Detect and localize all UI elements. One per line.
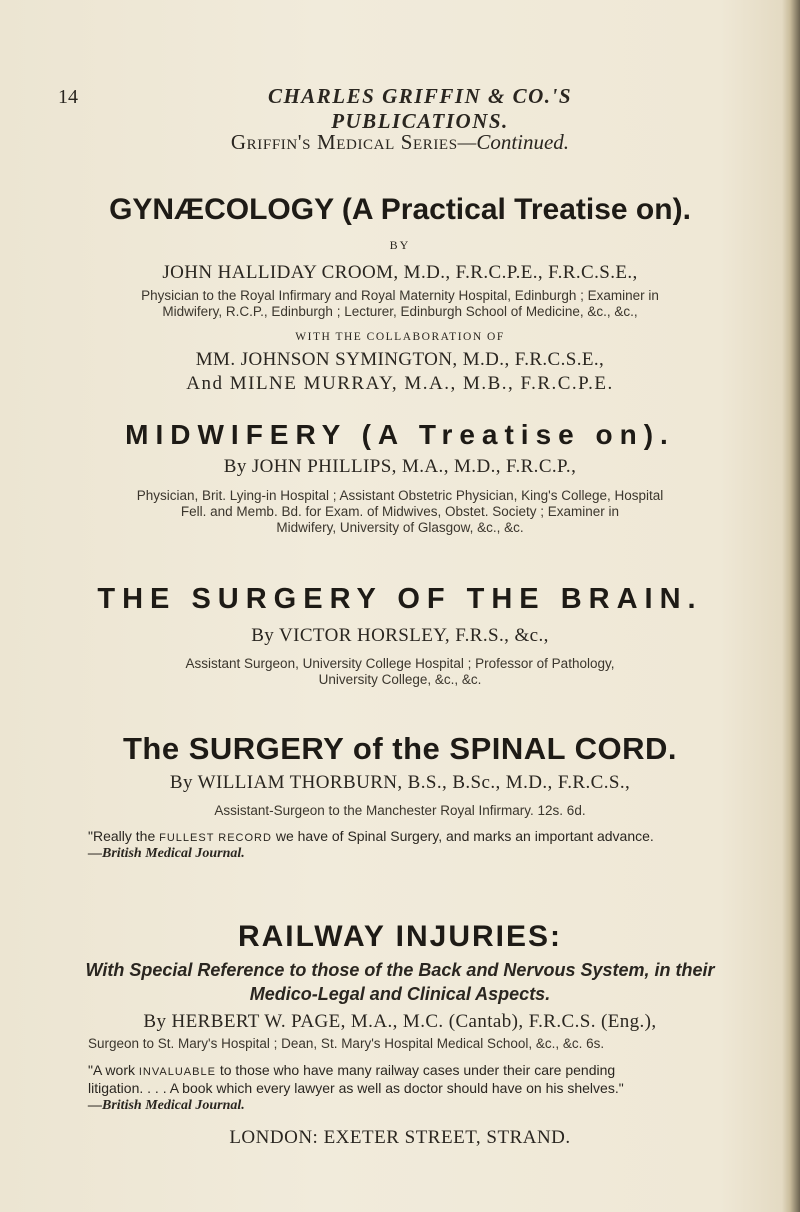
midwifery-desc-2: Fell. and Memb. Bd. for Exam. of Midwives, Obstet. Society ; Examiner in	[180, 504, 620, 519]
midwifery-title: MIDWIFERY (A Treatise on).	[125, 419, 675, 450]
spinal-quote-post: we have of Spinal Surgery, and marks an important advance.	[275, 828, 654, 844]
gynaecology-collab: WITH THE COLLABORATION OF	[295, 331, 505, 343]
gynaecology-coauthor-1: MM. JOHNSON SYMINGTON, M.D., F.R.C.S.E.,	[195, 349, 605, 370]
midwifery-author: By JOHN PHILLIPS, M.A., M.D., F.R.C.P.,	[223, 456, 577, 477]
gynaecology-by: BY	[389, 238, 411, 252]
spinal-quote	[88, 828, 748, 844]
railway-title: RAILWAY INJURIES:	[237, 920, 563, 953]
railway-author: By HERBERT W. PAGE, M.A., M.C. (Cantab), F.R.C.S. (Eng.),	[143, 1011, 657, 1032]
railway-subtitle-2: Medico-Legal and Clinical Aspects.	[249, 984, 551, 1004]
gynaecology-coauthor-2: And MILNE MURRAY, M.A., M.B., F.R.C.P.E.	[186, 373, 614, 394]
brain-desc-2: University College, &c., &c.	[318, 672, 482, 687]
spinal-quote-pre: "Really the	[88, 828, 156, 844]
railway-quote-source: —British Medical Journal.	[88, 1098, 245, 1113]
railway-subtitle-1: With Special Reference to those of the Back and Nervous System, in their	[85, 960, 715, 980]
spinal-author: By WILLIAM THORBURN, B.S., B.Sc., M.D., F.R.C.S.,	[169, 772, 631, 793]
gynaecology-desc-2: Midwifery, R.C.P., Edinburgh ; Lecturer, Edinburgh School of Medicine, &c., &c.,	[162, 304, 638, 319]
brain-title: THE SURGERY OF THE BRAIN.	[97, 583, 703, 615]
publisher-footer: LONDON: EXETER STREET, STRAND.	[229, 1127, 571, 1148]
brain-author: By VICTOR HORSLEY, F.R.S., &c.,	[251, 625, 549, 646]
running-title: CHARLES GRIFFIN & CO.'S PUBLICATIONS.	[267, 84, 573, 133]
page-header	[0, 82, 800, 133]
spinal-title: The SURGERY of the SPINAL CORD.	[122, 731, 678, 766]
railway-quote-2: litigation. . . . A book which every lawyer as well as doctor should have on his shelves."	[88, 1080, 624, 1096]
series-heading	[60, 130, 740, 155]
series-title: Griffin's Medical Series	[230, 130, 458, 154]
spinal-quote-emphasis: FULLEST RECORD	[159, 832, 272, 844]
gynaecology-title: GYNÆCOLOGY (A Practical Treatise on).	[109, 193, 691, 226]
page-number: 14	[58, 86, 78, 108]
midwifery-desc-1: Physician, Brit. Lying-in Hospital ; Assistant Obstetric Physician, King's College, Hospital	[136, 488, 664, 503]
gynaecology-desc-1: Physician to the Royal Infirmary and Royal Maternity Hospital, Edinburgh ; Examiner in	[141, 288, 659, 303]
railway-quote-emphasis: INVALUABLE	[138, 1066, 216, 1078]
midwifery-desc-3: Midwifery, University of Glasgow, &c., &c.	[276, 520, 524, 535]
page-edge-shadow	[782, 0, 800, 1212]
spinal-desc-1: Assistant-Surgeon to the Manchester Royal Infirmary. 12s. 6d.	[214, 803, 586, 818]
spinal-quote-source: —British Medical Journal.	[88, 846, 245, 861]
railway-desc-1: Surgeon to St. Mary's Hospital ; Dean, St. Mary's Hospital Medical School, &c., &c. 6s.	[88, 1036, 605, 1051]
brain-desc-1: Assistant Surgeon, University College Hospital ; Professor of Pathology,	[185, 656, 615, 671]
railway-quote-post: to those who have many railway cases under their care pending	[219, 1062, 616, 1078]
railway-quote	[88, 1062, 748, 1078]
railway-quote-pre: "A work	[88, 1062, 135, 1078]
series-continued: —Continued.	[457, 130, 570, 154]
gynaecology-author: JOHN HALLIDAY CROOM, M.D., F.R.C.P.E., F.R.C.S.E.,	[162, 262, 638, 283]
